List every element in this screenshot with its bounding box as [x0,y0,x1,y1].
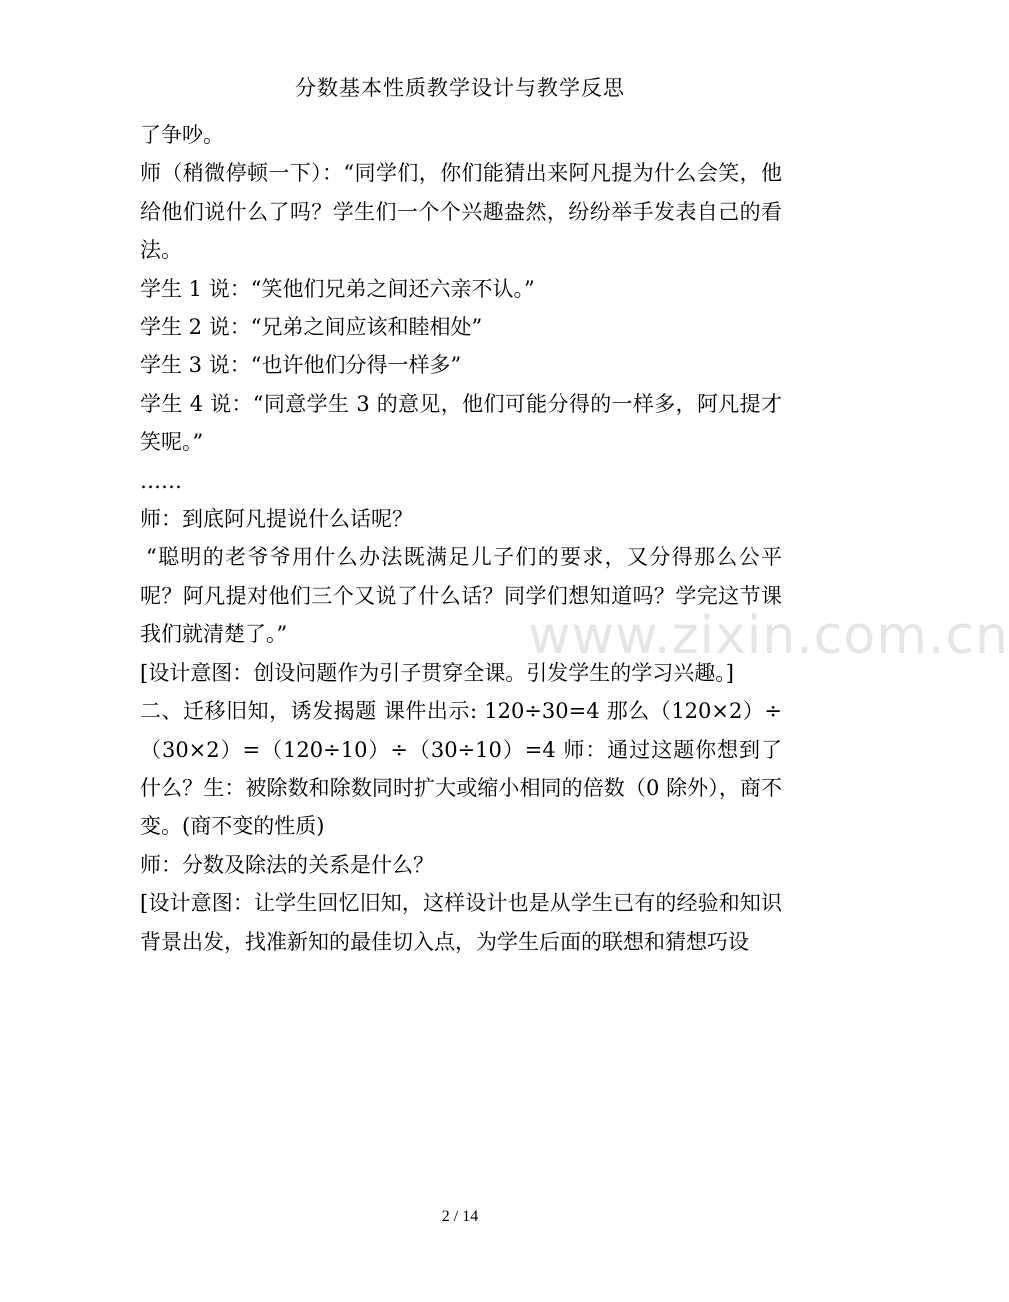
watermark: www.zixin.com.cn [528,606,1009,666]
paragraph: …… [140,468,182,493]
paragraph: “聪明的老爷爷用什么办法既满足儿子们的要求，又分得那么公平呢？阿凡提对他们三个又说了什么话？同学们想知道吗？学完这节课我们就清楚了。” [140,545,782,647]
page-title: 分数基本性质教学设计与教学反思 [295,76,625,100]
document-body [140,116,782,961]
paragraph: 二、迁移旧知，诱发揭题 课件出示: 120÷30=4 那么（120×2）÷（30×2）=（120÷10）÷（30÷10）=4 师：通过这题你想到了什么？生：被除数和除数同时扩大或缩小相同的倍数（0 除外），商不变。(商不变的性质) [140,699,782,839]
paragraph: 学生 1 说：“笑他们兄弟之间还六亲不认。” [140,276,535,301]
paragraph: 了争吵。 [140,123,224,147]
page-number: 2 / 14 [441,1208,479,1225]
paragraph: 学生 4 说：“同意学生 3 的意见，他们可能分得的一样多，阿凡提才笑呢。” [140,391,782,455]
paragraph: 师：到底阿凡提说什么话呢？ [140,507,413,532]
paragraph: [设计意图：创设问题作为引子贯穿全课。引发学生的学习兴趣。] [140,660,734,685]
paragraph: 学生 3 说：“也许他们分得一样多” [140,353,462,378]
paragraph: [设计意图：让学生回忆旧知，这样设计也是从学生已有的经验和知识背景出发，找准新知的最佳切入点，为学生后面的联想和猜想巧设 [140,891,782,954]
paragraph: 师：分数及除法的关系是什么？ [140,852,434,877]
paragraph: 学生 2 说：“兄弟之间应该和睦相处” [140,315,483,340]
paragraph: 师（稍微停顿一下）：“同学们，你们能猜出来阿凡提为什么会笑，他给他们说什么了吗？学生们一个个兴趣盎然，纷纷举手发表自己的看法。 [140,161,782,263]
